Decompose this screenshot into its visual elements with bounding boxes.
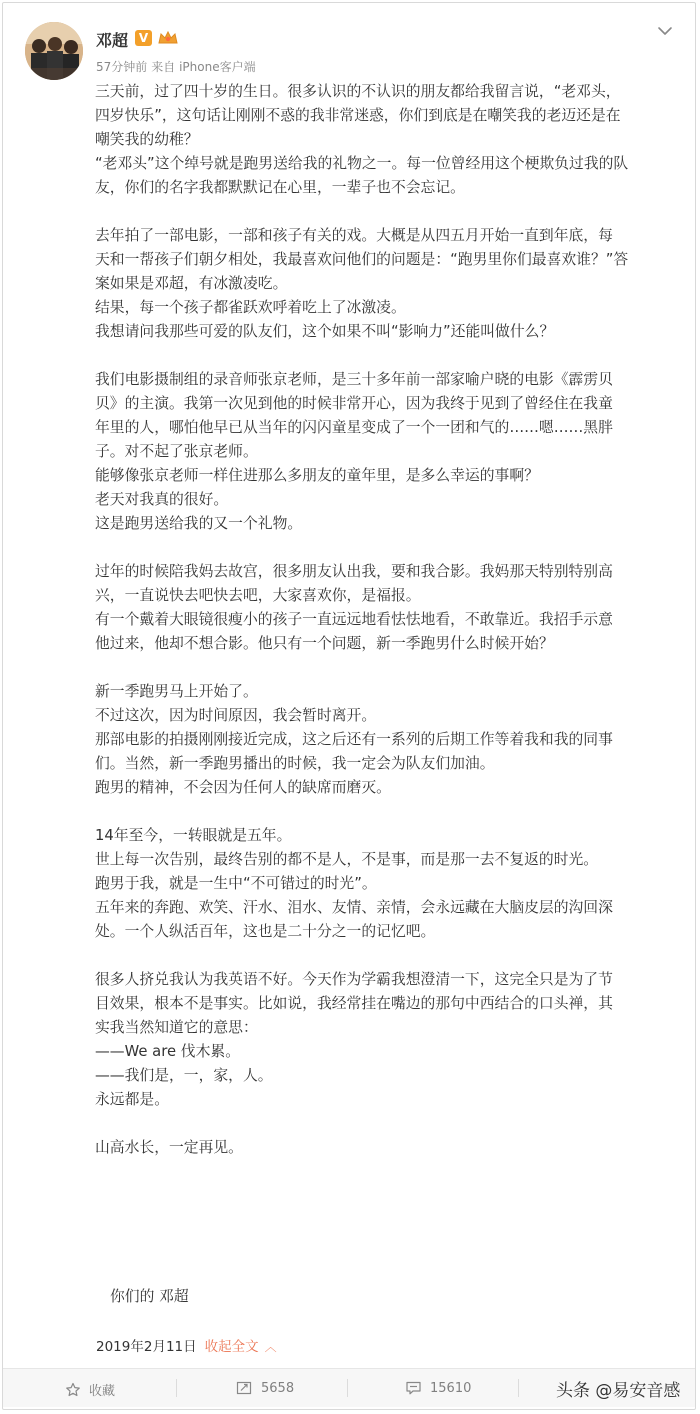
- post-text-line: 世上每一次告别，最终告别的都不是人，不是事，而是那一去不复返的时光。: [95, 851, 599, 868]
- paragraph-spacer: [95, 800, 677, 824]
- post-source: 来自 iPhone客户端: [151, 60, 256, 74]
- post-footer-date: [96, 1335, 277, 1355]
- paragraph-spacer: [95, 344, 677, 368]
- post-text-line: 我们电影摄制组的录音师张京老师，是三十多年前一部家喻户晓的电影《霹雳贝: [95, 371, 613, 388]
- post-text-line: 子。对不起了张京老师。: [95, 443, 258, 460]
- post-text-line: 实我当然知道它的意思：: [95, 1019, 258, 1036]
- repost-count: 5658: [261, 1380, 295, 1396]
- post-text-line: 跑男于我，就是一生中“不可错过的时光”。: [95, 875, 377, 892]
- signature: 你们的 邓超: [110, 1288, 189, 1305]
- post-text-line: 四岁快乐”，这句话让刚刚不惑的我非常迷惑，你们到底是在嘲笑我的老迈还是在: [95, 107, 621, 124]
- paragraph-spacer: [95, 944, 677, 968]
- post-text-line: ——我们是，一，家，人。: [95, 1067, 273, 1084]
- watermark-text: 头条 @易安音感: [556, 1381, 681, 1401]
- avatar[interactable]: [25, 22, 83, 80]
- post-text-line: ——We are 伐木累。: [95, 1043, 240, 1060]
- divider: [347, 1379, 348, 1397]
- post-time[interactable]: 57分钟前: [96, 60, 148, 74]
- post-text-line: 能够像张京老师一样住进那么多朋友的童年里，是多么幸运的事啊？: [95, 467, 539, 484]
- post-text-line: 三天前，过了四十岁的生日。很多认识的不认识的朋友都给我留言说，“老邓头，: [95, 83, 621, 100]
- post-body: [95, 80, 677, 1160]
- chevron-up-icon[interactable]: ︿: [264, 1340, 277, 1354]
- post-text-line: 不过这次，因为时间原因，我会暂时离开。: [95, 707, 377, 724]
- repost-button[interactable]: [236, 1380, 294, 1396]
- post-text-line: 贝》的主演。我第一次见到他的时候非常开心，因为我终于见到了曾经住在我童: [95, 395, 613, 412]
- post-text-line: 永远都是。: [95, 1091, 169, 1108]
- post-text-line: 天和一帮孩子们朝夕相处，我最喜欢问他们的问题是：“跑男里你们最喜欢谁？”答: [95, 251, 629, 268]
- paragraph-spacer: [95, 200, 677, 224]
- post-text-line: 我想请问我那些可爱的队友们，这个如果不叫“影响力”还能叫做什么？: [95, 323, 555, 340]
- paragraph-spacer: [95, 536, 677, 560]
- post-meta: [96, 58, 256, 75]
- post-text-line: 他过来，他却不想合影。他只有一个问题，新一季跑男什么时候开始？: [95, 635, 554, 652]
- post-text-line: 们。当然，新一季跑男播出的时候，我一定会为队友们加油。: [95, 755, 495, 772]
- paragraph-spacer: [95, 1112, 677, 1136]
- favorite-label: 收藏: [89, 1384, 116, 1399]
- post-text-line: “老邓头”这个绰号就是跑男送给我的礼物之一。每一位曾经用这个梗欺负过我的队: [95, 155, 629, 172]
- chevron-down-icon[interactable]: [654, 22, 676, 40]
- verified-v-badge[interactable]: V: [135, 30, 152, 46]
- post-text-line: 嘲笑我的幼稚？: [95, 131, 199, 148]
- comment-icon: [405, 1380, 422, 1396]
- post-text-line: 结果，每一个孩子都雀跃欢呼着吃上了冰激凌。: [95, 299, 406, 316]
- post-text-line: 这是跑男送给我的又一个礼物。: [95, 515, 303, 532]
- comment-count: 15610: [430, 1380, 472, 1396]
- post-text-line: 14年至今，一转眼就是五年。: [95, 827, 292, 844]
- post-text-line: 有一个戴着大眼镜很瘦小的孩子一直远远地看怯怯地看，不敢靠近。我招手示意: [95, 611, 613, 628]
- post-text-line: 山高水长，一定再见。: [95, 1139, 243, 1156]
- post-text-line: 很多人挤兑我认为我英语不好。今天作为学霸我想澄清一下，这完全只是为了节: [95, 971, 613, 988]
- favorite-button[interactable]: [65, 1380, 115, 1399]
- post-text-line: 新一季跑男马上开始了。: [95, 683, 258, 700]
- post-text-line: 五年来的奔跑、欢笑、汗水、泪水、友情、亲情，会永远藏在大脑皮层的沟回深: [95, 899, 613, 916]
- post-text-line: 友，你们的名字我都默默记在心里，一辈子也不会忘记。: [95, 179, 465, 196]
- comment-button[interactable]: [405, 1380, 471, 1396]
- post-text-line: 案如果是邓超，有冰激凌吃。: [95, 275, 288, 292]
- post-text-line: 年里的人，哪怕他早已从当年的闪闪童星变成了一个一团和气的……嗯……黑胖: [95, 419, 613, 436]
- collapse-full-text-link[interactable]: 收起全文: [204, 1339, 259, 1355]
- divider: [518, 1379, 519, 1397]
- post-text-line: 去年拍了一部电影，一部和孩子有关的戏。大概是从四五月开始一直到年底，每: [95, 227, 613, 244]
- post-date: 2019年2月11日: [96, 1339, 197, 1355]
- post-text-line: 跑男的精神，不会因为任何人的缺席而磨灭。: [95, 779, 391, 796]
- repost-icon: [236, 1380, 253, 1396]
- post-text-line: 处。一个人纵活百年，这也是二十分之一的记忆吧。: [95, 923, 436, 940]
- username[interactable]: 邓超: [96, 31, 129, 50]
- post-text-line: 兴，一直说快去吧快去吧，大家喜欢你，是福报。: [95, 587, 421, 604]
- post-text-line: 目效果，根本不是事实。比如说，我经常挂在嘴边的那句中西结合的口头禅，其: [95, 995, 613, 1012]
- paragraph-spacer: [95, 656, 677, 680]
- member-crown-icon[interactable]: [157, 29, 179, 47]
- star-icon: [65, 1382, 81, 1398]
- post-text-line: 那部电影的拍摄刚刚接近完成，这之后还有一系列的后期工作等着我和我的同事: [95, 731, 613, 748]
- post-text-line: 过年的时候陪我妈去故宫，很多朋友认出我，要和我合影。我妈那天特别特别高: [95, 563, 613, 580]
- divider: [176, 1379, 177, 1397]
- post-text-line: 老天对我真的很好。: [95, 491, 229, 508]
